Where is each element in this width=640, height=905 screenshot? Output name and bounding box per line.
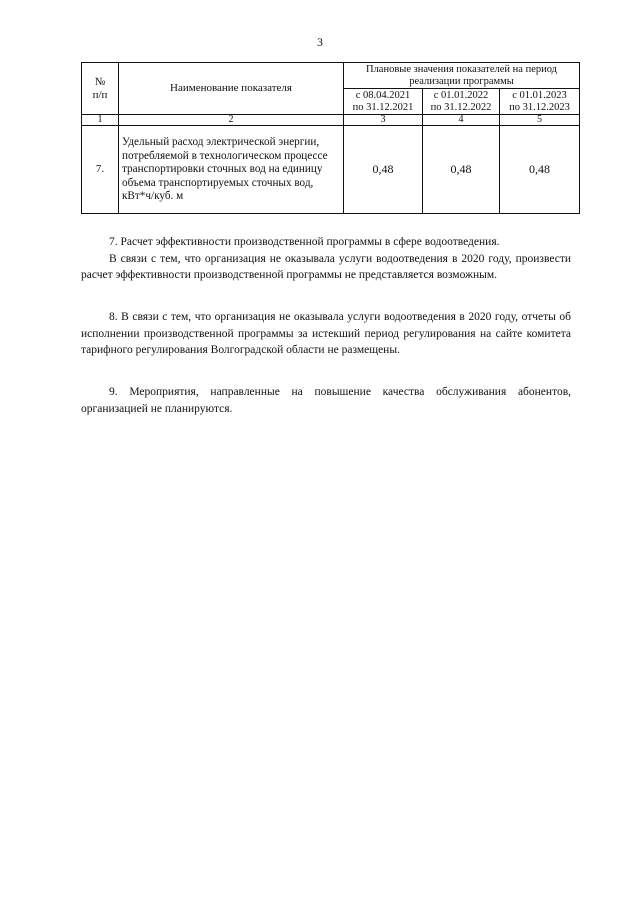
section-7 bbox=[81, 234, 571, 284]
table-row bbox=[82, 126, 580, 214]
indicators-table bbox=[81, 62, 580, 214]
header-period-2021: с 08.04.2021 по 31.12.2021 bbox=[344, 89, 423, 115]
section-9 bbox=[81, 384, 571, 417]
value-2023: 0,48 bbox=[500, 126, 580, 214]
section-8-text: 8. В связи с тем, что организация не оказывала услуги водоотведения в 2020 году, отчеты об исполнении производственной программы за истекший период регулирования на сайте комитета тарифного регулирования Волгоградской области не размещены. bbox=[81, 311, 571, 356]
section-7-title: 7. Расчет эффективности производственной программы в сфере водоотведения. bbox=[109, 236, 500, 248]
value-2022: 0,48 bbox=[423, 126, 500, 214]
header-period-2023: с 01.01.2023 по 31.12.2023 bbox=[500, 89, 580, 115]
header-period-2022: с 01.01.2022 по 31.12.2022 bbox=[423, 89, 500, 115]
section-8 bbox=[81, 309, 571, 359]
indicator-name: Удельный расход электрической энергии, потребляемой в технологическом процессе транспортировки сточных вод на единицу объема транспортируемых сточных вод, кВт*ч/куб. м bbox=[119, 126, 344, 214]
page-number: 3 bbox=[317, 37, 323, 49]
value-2021: 0,48 bbox=[344, 126, 423, 214]
column-number: 1 bbox=[82, 115, 119, 126]
section-7-body: В связи с тем, что организация не оказывала услуги водоотведения в 2020 году, произвести расчет эффективности производственной программы не представляется возможным. bbox=[81, 252, 571, 281]
row-number: 7. bbox=[82, 126, 119, 214]
column-number: 5 bbox=[500, 115, 580, 126]
header-col-planned: Плановые значения показателей на период реализации программы bbox=[344, 63, 580, 89]
header-col-name: Наименование показателя bbox=[119, 63, 344, 115]
column-number: 4 bbox=[423, 115, 500, 126]
header-col-no: № п/п bbox=[82, 63, 119, 115]
section-9-text: 9. Мероприятия, направленные на повышение качества обслуживания абонентов, организацией не планируются. bbox=[81, 386, 571, 415]
column-number: 3 bbox=[344, 115, 423, 126]
column-number: 2 bbox=[119, 115, 344, 126]
